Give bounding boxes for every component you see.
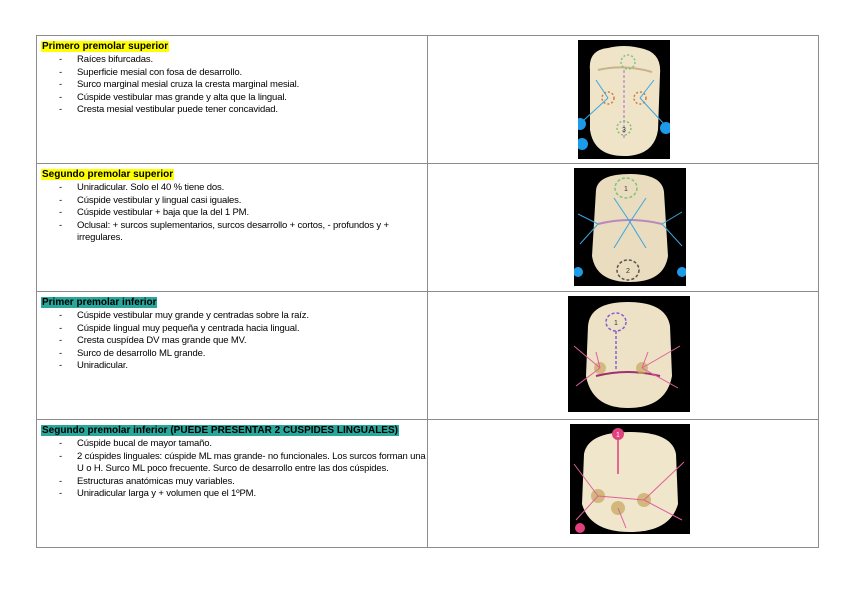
tooth-photo — [570, 424, 690, 534]
list-item: - Uniradicular larga y + volumen que el 1ºPM. — [55, 488, 427, 501]
list-item: - Cúspide bucal de mayor tamaño. — [55, 438, 427, 451]
list-item: - Surco de desarrollo ML grande. — [55, 348, 427, 361]
list-item: - Cúspide lingual muy pequeña y centrada hacia lingual. — [55, 323, 427, 336]
item-list — [37, 438, 427, 501]
table-row — [37, 292, 819, 420]
premolar-table — [36, 35, 819, 548]
list-item: - Superficie mesial con fosa de desarrollo. — [55, 67, 427, 80]
tooth-image — [578, 40, 670, 159]
tooth-image — [568, 296, 690, 412]
table-row — [37, 420, 819, 548]
row-image-cell — [428, 164, 819, 292]
row-text-cell — [37, 36, 428, 164]
list-item: - Raíces bifurcadas. — [55, 54, 427, 67]
item-list — [37, 310, 427, 373]
row-text-cell — [37, 420, 428, 548]
tooth-photo — [574, 168, 686, 286]
table-row — [37, 164, 819, 292]
tooth-photo — [578, 40, 670, 159]
row-title: Primer premolar inferior — [42, 297, 157, 308]
row-image-cell — [428, 292, 819, 420]
table-row — [37, 36, 819, 164]
list-item: - Surco marginal mesial cruza la cresta marginal mesial. — [55, 79, 427, 92]
list-item: - Uniradicular. Solo el 40 % tiene dos. — [55, 182, 427, 195]
tooth-image — [574, 168, 686, 286]
photo-label: 1 — [616, 432, 620, 439]
row-image-cell — [428, 36, 819, 164]
list-item: - Cresta mesial vestibular puede tener concavidad. — [55, 104, 427, 117]
list-item: - Estructuras anatómicas muy variables. — [55, 476, 427, 489]
photo-label: 1 — [614, 320, 618, 327]
photo-label: 1 — [624, 186, 628, 193]
tooth-image — [570, 424, 690, 534]
row-text-cell — [37, 292, 428, 420]
list-item: - Cúspide vestibular + baja que la del 1 PM. — [55, 207, 427, 220]
list-item: - Cúspide vestibular muy grande y centradas sobre la raíz. — [55, 310, 427, 323]
item-list — [37, 54, 427, 117]
photo-label: 3 — [622, 127, 626, 134]
row-title: Primero premolar superior — [42, 41, 169, 52]
list-item: - Cresta cuspídea DV mas grande que MV. — [55, 335, 427, 348]
list-item: - Uniradicular. — [55, 360, 427, 373]
photo-label: 2 — [626, 268, 630, 275]
tooth-photo — [568, 296, 690, 412]
list-item: - Cúspide vestibular mas grande y alta que la lingual. — [55, 92, 427, 105]
row-image-cell — [428, 420, 819, 548]
row-text-cell — [37, 164, 428, 292]
list-item: - Cúspide vestibular y lingual casi iguales. — [55, 195, 427, 208]
item-list — [37, 182, 427, 245]
list-item: - 2 cúspides linguales: cúspide ML mas grande- no funcionales. Los surcos forman una U o H. Surco ML poco frecuente. Surco de desarrollo entre las dos cúspides. — [55, 451, 427, 476]
row-title: Segundo premolar superior — [42, 169, 174, 180]
row-title: Segundo premolar inferior (PUEDE PRESENTAR 2 CUSPIDES LINGUALES) — [42, 425, 398, 436]
list-item: - Oclusal: + surcos suplementarios, surcos desarrollo + cortos, - profundos y + irregulares. — [55, 220, 427, 245]
